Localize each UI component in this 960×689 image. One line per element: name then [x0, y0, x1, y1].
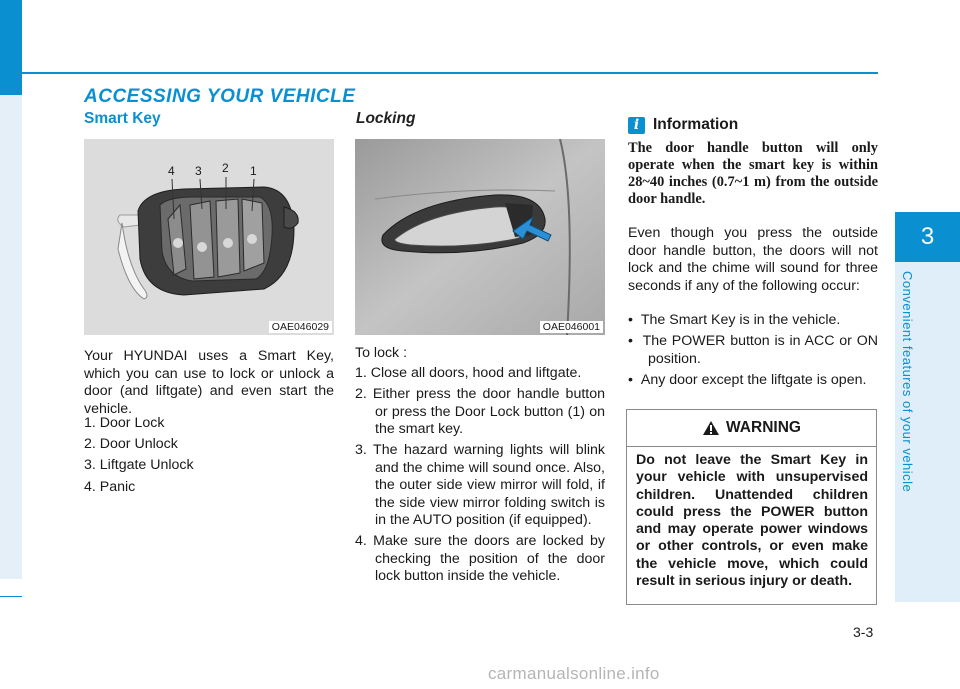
list-item: 1. Door Lock — [84, 415, 165, 431]
key-label-2: 2 — [222, 161, 229, 175]
list-item: 4. Make sure the doors are locked by checking the position of the door lock button inside the vehicle. — [355, 533, 605, 584]
warning-triangle-icon — [702, 420, 720, 436]
key-label-1: 1 — [250, 164, 257, 178]
list-item: • Any door except the liftgate is open. — [628, 371, 867, 388]
condition-list — [628, 312, 878, 389]
chapter-number-tab — [895, 212, 960, 262]
information-note: The door handle button will only operate when the smart key is within 28~40 inches (0.7~1 m) from the outside door handle. — [628, 140, 878, 207]
warning-title: WARNING — [726, 419, 801, 436]
smart-key-image — [84, 139, 334, 335]
button-list — [84, 415, 334, 496]
list-item: 2. Either press the door handle button or press the Door Lock button (1) on the smart key. — [355, 386, 605, 437]
warning-box — [626, 409, 877, 605]
key-label-4: 4 — [168, 164, 175, 178]
information-title: Information — [653, 116, 739, 133]
watermark: carmanualsonline.info — [488, 664, 660, 683]
list-item: • The POWER button is in ACC or ON position. — [628, 333, 878, 367]
info-icon: i — [628, 117, 645, 134]
locking-heading: Locking — [356, 110, 416, 127]
list-item: 2. Door Unlock — [84, 436, 178, 453]
information-text: Even though you press the outside door handle button, the doors will not lock and the chime will sound for three seconds if any of the following occur: — [628, 225, 878, 294]
smart-key-intro: Your HYUNDAI uses a Smart Key, which you can use to lock or unlock a door (and liftgate) and even start the vehicle. — [84, 348, 334, 417]
left-accent-bar — [0, 0, 22, 95]
information-heading — [628, 116, 738, 134]
warning-header — [627, 410, 876, 446]
list-item: • The Smart Key is in the vehicle. — [628, 312, 841, 328]
left-margin-rule — [0, 596, 22, 597]
list-item: 3. The hazard warning lights will blink and the chime will sound once. Also, the outer side view mirror will fold, if the side view mirror folding switch is in the AUTO position (if equipped). — [355, 442, 605, 528]
locking-steps — [355, 365, 605, 586]
image-caption: OAE046001 — [540, 321, 603, 333]
to-lock-label: To lock : — [355, 345, 408, 361]
left-margin-band — [0, 95, 22, 579]
key-label-3: 3 — [195, 164, 202, 178]
warning-divider — [627, 446, 876, 447]
door-handle-image — [355, 139, 605, 335]
door-handle-illustration — [355, 139, 605, 335]
header-rule — [22, 72, 878, 74]
warning-text: Do not leave the Smart Key in your vehicle with unsupervised children. Unattended children could press the POWER button and may operate power windows or other controls, or even make the vehicle move, which could result in serious injury or death. — [636, 452, 868, 590]
section-title: ACCESSING YOUR VEHICLE — [84, 86, 356, 107]
list-item: 3. Liftgate Unlock — [84, 457, 194, 474]
image-caption: OAE046029 — [269, 321, 332, 333]
chapter-number: 3 — [920, 223, 935, 250]
smart-key-illustration — [84, 139, 334, 335]
list-item: 1. Close all doors, hood and liftgate. — [355, 365, 582, 381]
list-item: 4. Panic — [84, 478, 136, 495]
smart-key-heading: Smart Key — [84, 110, 161, 127]
page-number: 3-3 — [853, 624, 874, 640]
chapter-title: Convenient features of your vehicle — [900, 271, 915, 493]
